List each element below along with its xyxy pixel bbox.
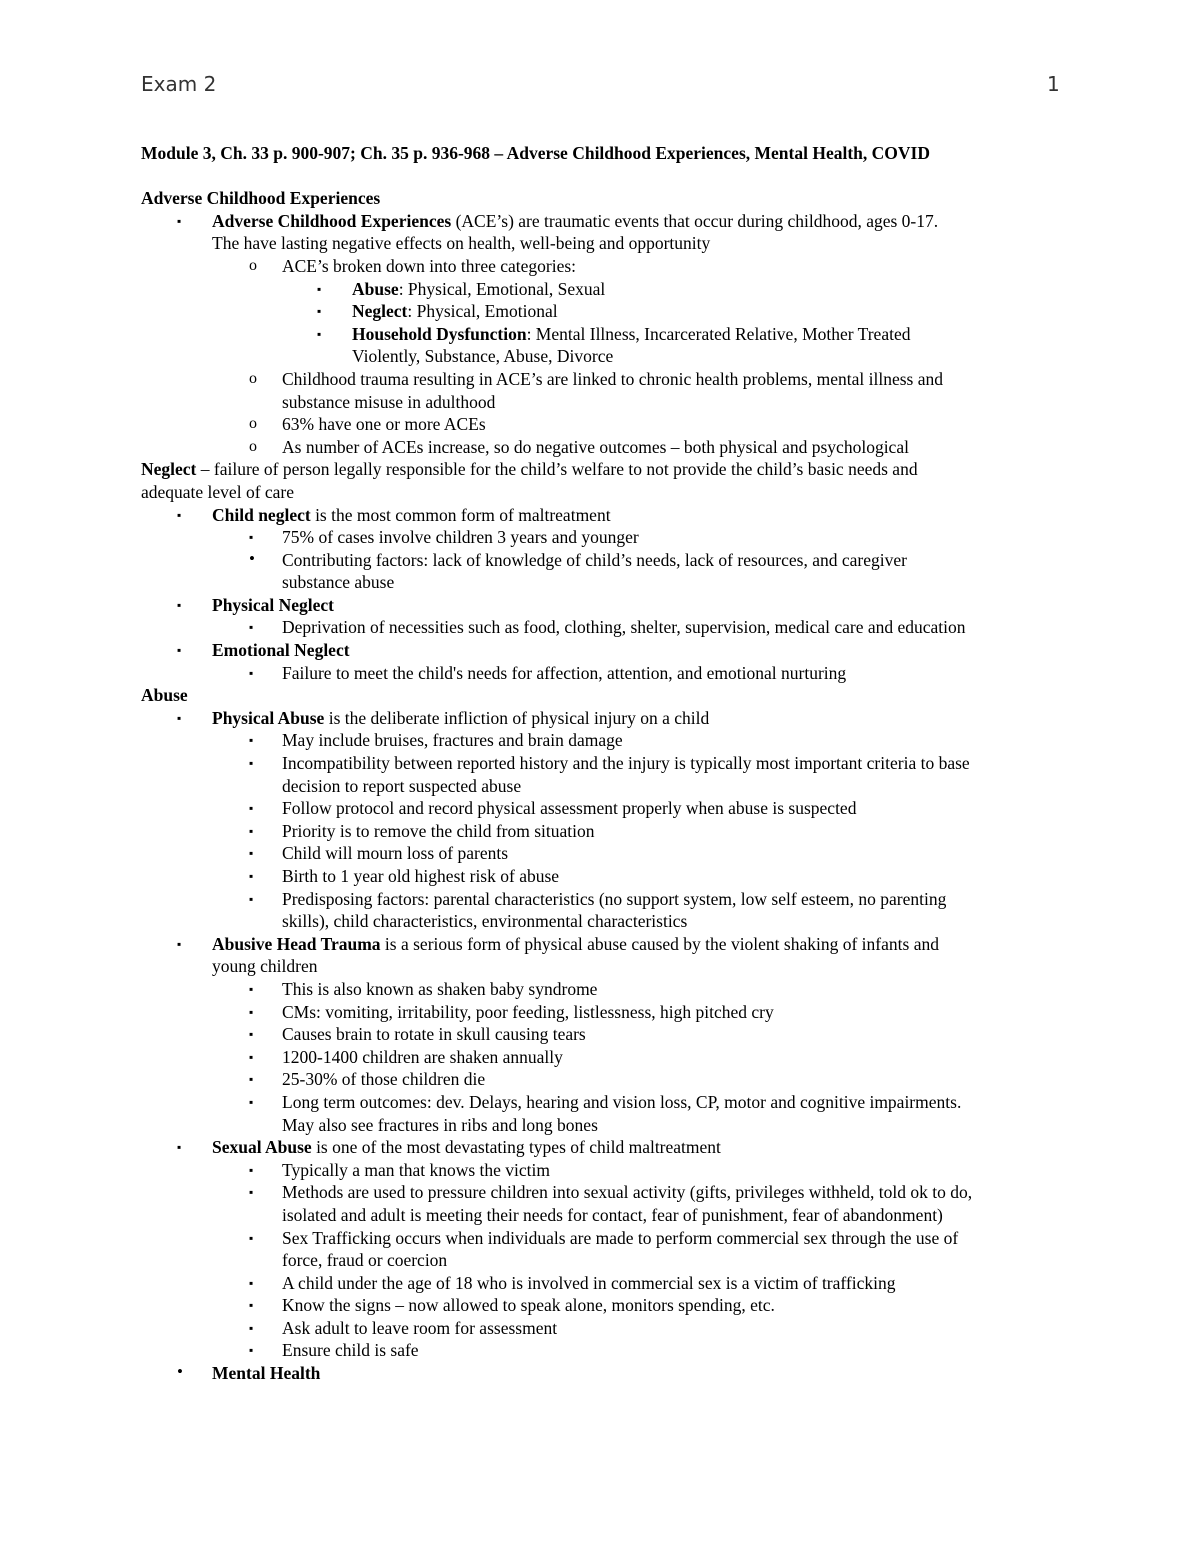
item-text: Ask adult to leave room for assessment <box>282 1317 558 1338</box>
item-text: Child will mourn loss of parents <box>282 843 509 864</box>
header-title: Exam 2 <box>141 72 217 96</box>
item-text: Causes brain to rotate in skull causing tears <box>282 1024 586 1045</box>
square-bullet-icon: ▪ <box>249 981 254 996</box>
section-title-aces: Adverse Childhood Experiences <box>141 188 381 209</box>
list-item <box>141 842 1061 865</box>
list-item <box>141 865 1061 888</box>
page-number: 1 <box>1047 72 1060 96</box>
list-item <box>141 616 1061 639</box>
list-item <box>141 1181 1061 1204</box>
list-item-continuation: young children <box>212 956 318 977</box>
item-text: This is also known as shaken baby syndrome <box>282 978 598 999</box>
list-item <box>141 1046 1061 1069</box>
square-bullet-icon: ▪ <box>249 823 254 838</box>
document-body <box>141 142 1061 1385</box>
list-item <box>141 752 1061 775</box>
list-item <box>141 368 1061 391</box>
square-bullet-icon: ▪ <box>249 620 254 635</box>
list-item <box>141 1272 1061 1295</box>
list-item-continuation: decision to report suspected abuse <box>282 775 522 796</box>
square-bullet-icon: ▪ <box>177 936 182 951</box>
item-text: 25-30% of those children die <box>282 1069 486 1090</box>
item-text: Follow protocol and record physical assessment properly when abuse is suspected <box>282 798 857 819</box>
square-bullet-icon: ▪ <box>249 1072 254 1087</box>
list-item-continuation: Violently, Substance, Abuse, Divorce <box>352 346 614 367</box>
item-text: Ensure child is safe <box>282 1340 419 1361</box>
item-text: CMs: vomiting, irritability, poor feeding, listlessness, high pitched cry <box>282 1001 774 1022</box>
list-item <box>141 436 1061 459</box>
list-item <box>141 504 1061 527</box>
list-item <box>141 255 1061 278</box>
definition: is a serious form of physical abuse caused by the violent shaking of infants and <box>380 933 939 954</box>
list-item <box>141 300 1061 323</box>
square-bullet-icon: ▪ <box>177 1140 182 1155</box>
definition: : Mental Illness, Incarcerated Relative, Mother Treated <box>526 323 911 344</box>
square-bullet-icon: ▪ <box>177 597 182 612</box>
list-item <box>141 1091 1061 1114</box>
term: Mental Health <box>212 1363 321 1384</box>
square-bullet-icon: ▪ <box>177 643 182 658</box>
definition: is one of the most devastating types of child maltreatment <box>311 1137 721 1158</box>
square-bullet-icon: ▪ <box>249 1230 254 1245</box>
item-text: May include bruises, fractures and brain damage <box>282 730 623 751</box>
list-item <box>141 1023 1061 1046</box>
list-item <box>141 1136 1061 1159</box>
list-item <box>141 662 1061 685</box>
list-item <box>141 933 1061 956</box>
term: Child neglect <box>212 504 311 525</box>
section-title-abuse: Abuse <box>141 685 188 706</box>
list-item <box>141 1362 1061 1385</box>
square-bullet-icon: ▪ <box>249 891 254 906</box>
section-title-neglect <box>141 458 1061 481</box>
item-text: Long term outcomes: dev. Delays, hearing and vision loss, CP, motor and cognitive impairments. <box>282 1091 962 1112</box>
list-item <box>141 549 1061 572</box>
item-text: As number of ACEs increase, so do negative outcomes – both physical and psychological <box>282 436 909 457</box>
list-item-continuation: substance abuse <box>282 572 395 593</box>
list-item <box>141 1339 1061 1362</box>
square-bullet-icon: ▪ <box>249 801 254 816</box>
list-item <box>141 210 1061 233</box>
circle-bullet-icon: o <box>249 437 257 455</box>
item-text: A child under the age of 18 who is involved in commercial sex is a victim of trafficking <box>282 1272 896 1293</box>
term: Neglect <box>141 459 197 480</box>
square-bullet-icon: ▪ <box>249 733 254 748</box>
item-text: Sex Trafficking occurs when individuals are made to perform commercial sex through the use of <box>282 1227 959 1248</box>
circle-bullet-icon: o <box>249 256 257 274</box>
square-bullet-icon: ▪ <box>249 1320 254 1335</box>
list-item <box>141 1317 1061 1340</box>
square-bullet-icon: ▪ <box>177 213 182 228</box>
square-bullet-icon: ▪ <box>249 1298 254 1313</box>
item-text: 75% of cases involve children 3 years and younger <box>282 527 639 548</box>
item-text: Childhood trauma resulting in ACE’s are linked to chronic health problems, mental illness and <box>282 368 943 389</box>
list-item-continuation: The have lasting negative effects on health, well-being and opportunity <box>212 233 711 254</box>
list-item <box>141 526 1061 549</box>
list-item <box>141 413 1061 436</box>
list-item-continuation: skills), child characteristics, environmental characteristics <box>282 911 688 932</box>
list-item-continuation: substance misuse in adulthood <box>282 391 496 412</box>
item-text: 63% have one or more ACEs <box>282 414 486 435</box>
term: Physical Abuse <box>212 707 325 728</box>
definition: : Physical, Emotional, Sexual <box>398 278 606 299</box>
square-bullet-icon: ▪ <box>249 530 254 545</box>
dot-bullet-icon: • <box>249 548 255 568</box>
item-text: ACE’s broken down into three categories: <box>282 255 577 276</box>
square-bullet-icon: ▪ <box>317 326 322 341</box>
term: Physical Neglect <box>212 594 334 615</box>
list-item <box>141 707 1061 730</box>
list-item-continuation: force, fraud or coercion <box>282 1250 448 1271</box>
list-item <box>141 820 1061 843</box>
term: Sexual Abuse <box>212 1137 312 1158</box>
square-bullet-icon: ▪ <box>317 304 322 319</box>
item-text: Methods are used to pressure children into sexual activity (gifts, privileges withheld, told ok to do, <box>282 1182 973 1203</box>
circle-bullet-icon: o <box>249 369 257 387</box>
list-item <box>141 729 1061 752</box>
list-item <box>141 1159 1061 1182</box>
square-bullet-icon: ▪ <box>249 869 254 883</box>
list-item <box>141 797 1061 820</box>
list-item <box>141 888 1061 911</box>
square-bullet-icon: ▪ <box>249 1162 254 1177</box>
section-title-continuation: adequate level of care <box>141 481 295 502</box>
square-bullet-icon: ▪ <box>249 1343 254 1358</box>
module-heading: Module 3, Ch. 33 p. 900-907; Ch. 35 p. 936-968 – Adverse Childhood Experiences, Mental Health, COVID <box>141 143 930 163</box>
list-item <box>141 594 1061 617</box>
term: Household Dysfunction <box>352 323 527 344</box>
list-item <box>141 1227 1061 1250</box>
square-bullet-icon: ▪ <box>249 1027 254 1042</box>
item-text: Typically a man that knows the victim <box>282 1159 551 1180</box>
definition: is the most common form of maltreatment <box>310 504 611 525</box>
definition: is the deliberate infliction of physical injury on a child <box>324 707 710 728</box>
list-item <box>141 1068 1061 1091</box>
square-bullet-icon: ▪ <box>177 507 182 522</box>
square-bullet-icon: ▪ <box>249 1275 254 1290</box>
dot-bullet-icon: • <box>177 1362 183 1382</box>
list-item-continuation: May also see fractures in ribs and long bones <box>282 1114 598 1135</box>
list-item <box>141 278 1061 301</box>
square-bullet-icon: ▪ <box>177 710 182 725</box>
square-bullet-icon: ▪ <box>249 846 254 861</box>
item-text: Know the signs – now allowed to speak alone, monitors spending, etc. <box>282 1295 775 1316</box>
square-bullet-icon: ▪ <box>249 1185 254 1200</box>
definition: (ACE’s) are traumatic events that occur during childhood, ages 0-17. <box>451 210 939 231</box>
square-bullet-icon: ▪ <box>249 1094 254 1109</box>
list-item <box>141 1294 1061 1317</box>
circle-bullet-icon: o <box>249 415 257 433</box>
list-item <box>141 978 1061 1001</box>
list-item <box>141 639 1061 662</box>
item-text: Birth to 1 year old highest risk of abuse <box>282 866 560 886</box>
item-text: Contributing factors: lack of knowledge of child’s needs, lack of resources, and caregiver <box>282 549 907 570</box>
list-item-continuation: isolated and adult is meeting their needs for contact, fear of punishment, fear of abandonment) <box>282 1204 943 1225</box>
term: Abusive Head Trauma <box>212 933 381 954</box>
square-bullet-icon: ▪ <box>249 1004 254 1019</box>
item-text: Predisposing factors: parental characteristics (no support system, low self esteem, no parenting <box>282 888 947 909</box>
item-text: Failure to meet the child's needs for affection, attention, and emotional nurturing <box>282 662 847 683</box>
square-bullet-icon: ▪ <box>317 281 322 296</box>
list-item <box>141 1001 1061 1024</box>
spacer <box>141 165 1061 188</box>
item-text: Deprivation of necessities such as food, clothing, shelter, supervision, medical care and education <box>282 617 966 638</box>
term: Neglect <box>352 301 408 322</box>
square-bullet-icon: ▪ <box>249 665 254 680</box>
square-bullet-icon: ▪ <box>249 1049 254 1064</box>
item-text: 1200-1400 children are shaken annually <box>282 1046 563 1067</box>
term: Emotional Neglect <box>212 640 350 661</box>
term: Adverse Childhood Experiences <box>212 210 452 231</box>
definition: : Physical, Emotional <box>407 301 558 322</box>
list-item <box>141 323 1061 346</box>
term: Abuse <box>352 278 399 299</box>
item-text: Incompatibility between reported history and the injury is typically most important criteria to base <box>282 753 970 774</box>
definition: – failure of person legally responsible for the child’s welfare to not provide the child’s basic needs and <box>196 459 918 480</box>
square-bullet-icon: ▪ <box>249 756 254 771</box>
item-text: Priority is to remove the child from situation <box>282 820 595 841</box>
